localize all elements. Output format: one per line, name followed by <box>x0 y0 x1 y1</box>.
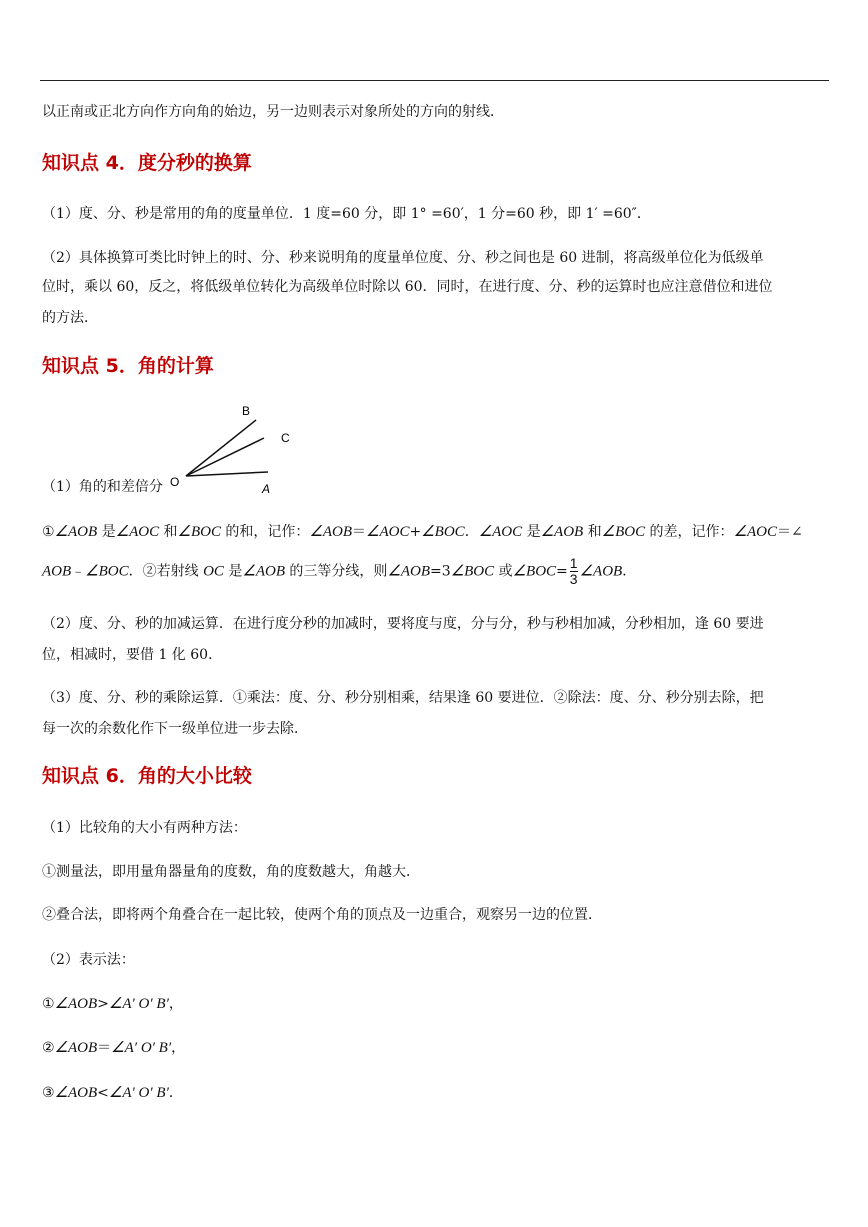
text-segment: = <box>556 563 568 580</box>
text-segment: ．②若射线 <box>128 563 204 580</box>
figure-caption: （1）角的和差倍分 <box>42 479 163 495</box>
text-segment: 的和，记作： <box>220 524 310 540</box>
math-term: ∠AOC <box>115 524 160 540</box>
angle: ∠AOB <box>54 996 98 1012</box>
sum-diff-line-1 <box>42 522 803 542</box>
math-term: ∠AOB <box>54 524 98 540</box>
denominator: 3 <box>569 571 578 587</box>
ray-oa <box>186 472 268 476</box>
math-term: ∠AOB <box>309 524 353 540</box>
label-b: B <box>242 404 251 418</box>
op: > <box>97 996 109 1012</box>
para: 位，相减时，要借 1 化 60． <box>42 647 223 663</box>
text-segment: 是 <box>223 563 243 580</box>
text-segment: 是 <box>97 524 116 540</box>
label-o: O <box>170 475 180 489</box>
op: ＝ <box>97 1040 112 1056</box>
label-c: C <box>281 431 290 445</box>
numerator: 1 <box>569 555 578 571</box>
intro-text: 以正南或正北方向作方向角的始边，另一边则表示对象所处的方向的射线． <box>42 104 504 120</box>
relation-gt <box>42 994 183 1014</box>
label-a: A <box>262 482 271 496</box>
text-segment: 和 <box>159 524 178 540</box>
math-term: ∠AOB <box>242 563 285 580</box>
text-segment: 是 <box>522 524 541 540</box>
header-rule <box>40 80 829 81</box>
math-term: ∠BOC <box>601 524 646 540</box>
text-segment: 的差，记作： <box>645 524 734 540</box>
para: （2）具体换算可类比时钟上的时、分、秒来说明角的度量单位度、分、秒之间也是 60 进制，将高级单位化为低级单 <box>42 250 764 266</box>
math-term: ∠BOC <box>450 563 495 580</box>
math-term: ∠AOB <box>387 563 431 580</box>
text-segment: ． <box>464 524 479 540</box>
para: ①测量法，即用量角器量角的度数，角的度数越大，角越大． <box>42 864 420 880</box>
relation-eq <box>42 1038 185 1058</box>
text-segment: ＝∠ <box>777 524 803 540</box>
angle: ∠AOB <box>54 1085 98 1101</box>
heading-5: 知识点 5．角的计算 <box>42 355 214 377</box>
text-segment: ﹣ <box>71 563 86 580</box>
math-term: ∠AOC <box>478 524 523 540</box>
math-term: ∠BOC <box>177 524 221 540</box>
para: ②叠合法，即将两个角叠合在一起比较，使两个角的顶点及一边重合，观察另一边的位置． <box>42 907 602 923</box>
punct: ， <box>171 1040 186 1056</box>
text-segment: 或 <box>494 563 513 580</box>
sum-diff-line-2 <box>42 556 636 587</box>
ray-oc <box>186 438 264 476</box>
punct: ． <box>622 563 637 580</box>
angle: ∠A′ O′ B′ <box>108 996 169 1012</box>
angle: ∠AOB <box>54 1040 98 1056</box>
para: （1）比较角的大小有两种方法： <box>42 820 247 836</box>
para: 的方法． <box>42 310 98 326</box>
op: < <box>97 1085 109 1101</box>
punct: ， <box>168 996 183 1012</box>
text-segment: + <box>409 524 422 540</box>
math-term: ∠BOC <box>512 563 557 580</box>
heading-6: 知识点 6．角的大小比较 <box>42 765 252 787</box>
heading-4: 知识点 4．度分秒的换算 <box>42 152 252 174</box>
text-segment: 和 <box>583 524 602 540</box>
punct: ． <box>168 1085 183 1101</box>
num: ① <box>42 996 55 1012</box>
text-segment: ＝ <box>352 524 367 540</box>
num: ③ <box>42 1085 55 1101</box>
ray-ob <box>186 420 256 476</box>
relation-lt <box>42 1083 183 1103</box>
angle-figure <box>160 398 310 500</box>
text-segment: ① <box>42 524 55 540</box>
math-term: ∠BOC <box>85 563 129 580</box>
math-term: ∠AOB <box>540 524 584 540</box>
text-segment: =3 <box>430 563 451 580</box>
para: 每一次的余数化作下一级单位进一步去除． <box>42 721 308 737</box>
num: ② <box>42 1040 55 1056</box>
para: （2）度、分、秒的加减运算．在进行度分秒的加减时，要将度与度，分与分，秒与秒相加减，分秒相加，逢 60 要进 <box>42 616 764 632</box>
angle: ∠A′ O′ B′ <box>111 1040 172 1056</box>
math-term: AOB <box>42 563 72 580</box>
para: （3）度、分、秒的乘除运算．①乘法：度、分、秒分别相乘，结果逢 60 要进位．②除法：度、分、秒分别去除，把 <box>42 690 764 706</box>
math-term: ∠AOC <box>366 524 410 540</box>
math-term: ∠AOC <box>733 524 778 540</box>
math-term: ∠AOB <box>579 563 623 580</box>
math-term: OC <box>203 563 224 580</box>
para: （2）表示法： <box>42 952 135 968</box>
para: （1）度、分、秒是常用的角的度量单位．1 度=60 分，即 1° =60′，1 分=60 秒，即 1′ =60″． <box>42 206 651 222</box>
fraction-one-third <box>570 556 578 587</box>
text-segment: 的三等分线，则 <box>284 563 388 580</box>
angle: ∠A′ O′ B′ <box>108 1085 169 1101</box>
para: 位时，乘以 60，反之，将低级单位转化为高级单位时除以 60．同时，在进行度、分、秒的运算时也应注意借位和进位 <box>42 279 773 295</box>
math-term: ∠BOC <box>421 524 465 540</box>
